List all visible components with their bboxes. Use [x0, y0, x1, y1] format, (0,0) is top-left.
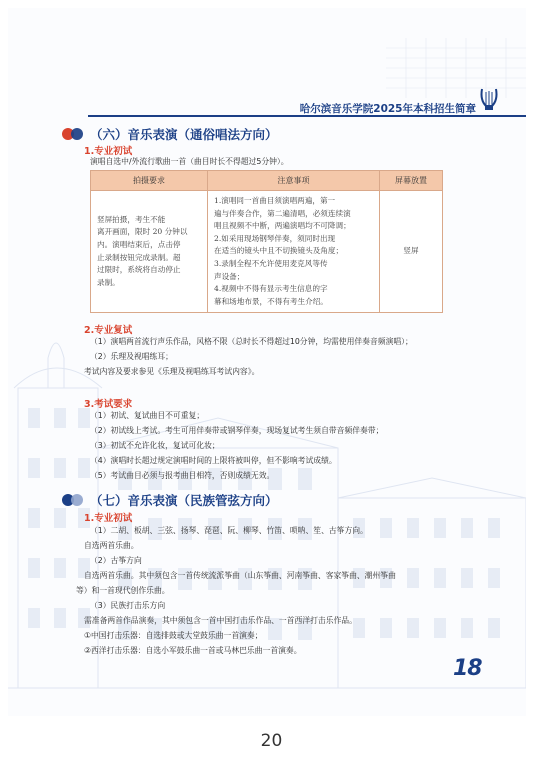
s7-sub1-line: ①中国打击乐器：自选排鼓或大堂鼓乐曲一首演奏； [84, 631, 263, 640]
s7-sub1-line: ②西洋打击乐器：自选小军鼓乐曲一首或马林巴乐曲一首演奏。 [84, 646, 302, 655]
cell-line: 离开画面，限时 20 分钟以 [97, 227, 188, 237]
s7-sub1-line: 自选两首乐曲。 [84, 541, 139, 550]
section-bullet-icon [62, 494, 84, 506]
requirements-table [90, 170, 443, 313]
s6-sub3-title: 3.考试要求 [84, 399, 133, 410]
s7-sub1-line: （3）民族打击乐方向 [90, 601, 166, 610]
section-6-title: （六）音乐表演（通俗唱法方向） [90, 127, 278, 142]
s6-sub3-line: （4）演唱时长超过规定演唱时间的上限将被叫停，但不影响考试成绩。 [90, 456, 337, 465]
cell-line: 1.演唱同一首曲目须演唱两遍，第一 [214, 196, 336, 205]
table-header-cell: 拍摄要求 [91, 171, 208, 191]
s6-sub2-line: 考试内容及要求参见《乐理及视唱练耳考试内容》。 [84, 367, 260, 376]
cell-line: 唱且视频不中断，两遍演唱均不可降调； [214, 221, 351, 231]
section-7-title: （七）音乐表演（民族管弦方向） [90, 493, 278, 508]
page-badge: 18 [453, 656, 482, 681]
cell-line: 4.视频中不得有显示考生信息的字 [214, 284, 328, 294]
cell-line: 止录制按钮完成录制。超 [97, 252, 181, 262]
decorative-grid [386, 38, 526, 98]
s6-sub3-line: （1）初试、复试曲目不可重复； [90, 411, 205, 420]
s6-sub3-line: （3）初试不允许化妆，复试可化妆； [90, 441, 220, 450]
cell-line: 2.如采用现场钢琴伴奏，须同时出现 [214, 233, 336, 243]
s7-sub1-line: 等）和一首现代创作乐曲。 [76, 586, 170, 595]
cell-line: 声设备； [214, 271, 245, 281]
s7-sub1-title: 1.专业初试 [84, 513, 133, 524]
cell-line: 过限时，系统将自动停止 [97, 265, 181, 275]
table-header-cell: 屏幕放置 [380, 171, 443, 191]
cell-line: 录制。 [97, 277, 120, 287]
s6-sub1-intro: 演唱自选中/外流行歌曲一首（曲目时长不得超过5分钟）。 [90, 157, 289, 166]
header-rule [88, 115, 526, 117]
page-number: 20 [260, 731, 283, 751]
shooting-requirements-cell [91, 191, 208, 313]
screen-placement-cell: 竖屏 [380, 191, 443, 313]
lyre-logo-icon [478, 86, 500, 112]
s7-sub1-line: （2）古筝方向 [90, 556, 142, 565]
section-7-heading [62, 491, 278, 509]
s6-sub2-title: 2.专业复试 [84, 325, 133, 336]
s6-sub2-line: （2）乐理及视唱练耳； [90, 352, 173, 361]
section-6-heading [62, 125, 278, 143]
cell-line: 内。演唱结束后，点击停 [97, 240, 181, 250]
s6-sub2-line: （1）演唱两首流行声乐作品，风格不限（总时长不得超过10分钟，均需使用伴奏音频演唱）； [90, 337, 413, 346]
s6-sub3-line: （2）初试线上考试。考生可用伴奏带或钢琴伴奏，现场复试考生须自带音频伴奏带； [90, 426, 384, 435]
s7-sub1-line: 自选两首乐曲。其中须包含一首传统流派筝曲（山东筝曲、河南筝曲、客家筝曲、潮州筝曲 [84, 571, 396, 580]
notes-cell [208, 191, 380, 313]
table-header-row [91, 171, 443, 191]
s6-sub1-title: 1.专业初试 [84, 146, 133, 157]
cell-line: 遍与伴奏合作，第二遍清唱，必须连续演 [214, 208, 351, 218]
cell-line: 幕和场地布景，不得有考生介绍。 [214, 296, 328, 306]
section-bullet-icon [62, 128, 84, 140]
s6-sub3-line: （5）考试曲目必须与报考曲目相符，否则成绩无效。 [90, 471, 275, 480]
s7-sub1-line: 需准备两首作品演奏，其中须包含一首中国打击乐作品、一首西洋打击乐作品。 [84, 616, 357, 625]
cell-line: 竖屏拍摄，考生不能 [97, 214, 166, 224]
brochure-page [8, 8, 526, 716]
header-title: 哈尔滨音乐学院2025年本科招生简章 [299, 103, 476, 115]
cell-line: 在适当的镜头中且不切换镜头及角度； [214, 246, 344, 256]
table-header-cell: 注意事项 [208, 171, 380, 191]
table-row [91, 191, 443, 313]
cell-line: 3.录制全程不允许使用麦克风等传 [214, 258, 328, 268]
s7-sub1-line: （1）二胡、板胡、三弦、扬琴、琵琶、阮、柳琴、竹笛、唢呐、笙、古筝方向。 [90, 526, 368, 535]
